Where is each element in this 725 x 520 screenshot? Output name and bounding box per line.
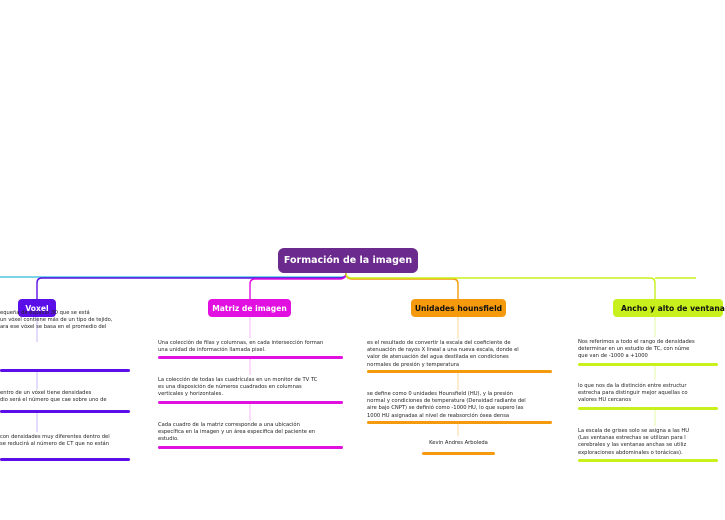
subtopic-matriz-1[interactable] — [158, 340, 343, 359]
topic-matriz-label: Matriz de imagen — [212, 303, 287, 313]
topic-matriz-de-imagen[interactable] — [208, 299, 291, 317]
subtopic-underline — [367, 370, 552, 373]
subtopic-underline — [0, 369, 130, 372]
subtopic-voxel-1[interactable] — [0, 310, 130, 372]
subtopic-ancho-1[interactable] — [578, 339, 718, 366]
subtopic-text: La colección de todas las cuadrículas en un monitor de TV TC es una disposición de números cuadrados en columnas verticales y horizontales. — [158, 377, 318, 398]
subtopic-ancho-2[interactable] — [578, 383, 718, 410]
subtopic-text: Una colección de filas y columnas, en cada intersección forman una unidad de información llamada pixel. — [158, 340, 324, 354]
connector-ancho — [346, 273, 655, 299]
subtopic-text: La escala de grises solo se asigna a las HU (Las ventanas estrechas se utilizan para l cerebrales y las ventanas anchas se utiliz exploraciones abdominales o torácicas). — [578, 428, 690, 456]
subtopic-text: Cada cuadro de la matriz corresponde a una ubicación específica en la imagen y un área especifica del paciente en estudio. — [158, 422, 316, 443]
subtopic-underline — [158, 446, 343, 449]
subtopic-matriz-3[interactable] — [158, 422, 343, 449]
subtopic-text: es el resultado de convertir la escala del coeficiente de atenuación de rayos X lineal a una nueva escala, donde el valor de atenuación del agua destilada en condiciones normales de presión y temperatura — [367, 340, 519, 368]
subtopic-underline — [422, 452, 495, 455]
subtopic-underline — [158, 401, 343, 404]
topic-ancho-y-alto-de-ventana[interactable] — [613, 299, 723, 317]
subtopic-underline — [578, 407, 718, 410]
subtopic-hounsfield-1[interactable] — [367, 340, 552, 373]
subtopic-underline — [0, 410, 130, 413]
subtopic-matriz-2[interactable] — [158, 377, 343, 404]
topic-voxel-label: Voxel — [25, 303, 49, 313]
author-name: Kevin Andres Arboleda — [429, 440, 488, 446]
central-topic-label: Formación de la imagen — [283, 255, 413, 266]
subtopic-text: entro de un vóxel tiene densidades dio será el número que cae sobre uno de — [0, 390, 107, 404]
subtopic-hounsfield-author[interactable] — [422, 440, 495, 455]
subtopic-underline — [0, 458, 130, 461]
central-topic[interactable] — [278, 248, 418, 273]
subtopic-voxel-2[interactable] — [0, 390, 130, 413]
topic-unidades-hounsfield[interactable] — [411, 299, 506, 317]
subtopic-text: Nos referimos a todo el rango de densidades determinar en un estudio de TC, con núme que van de -1000 a +1000 — [578, 339, 695, 360]
connector-hounsfield — [346, 273, 458, 299]
subtopic-ancho-3[interactable] — [578, 428, 718, 462]
subtopic-underline — [578, 363, 718, 366]
subtopic-voxel-3[interactable] — [0, 434, 130, 461]
subtopic-text: equeña de espacio 3D que se está un vóxel contiene más de un tipo de tejido, ara ese vóxel se basa en el promedio del — [0, 310, 113, 331]
subtopic-text: lo que nos da la distinción entre estructur estrecha para distinguir mejor aquellas co valores HU cercanos — [578, 383, 688, 404]
topic-ancho-label: Ancho y alto de ventana — [621, 303, 725, 313]
subtopic-text: con densidades muy diferentes dentro del se reducirá al número de CT que no están — [0, 434, 110, 448]
subtopic-underline — [158, 356, 343, 359]
topic-hounsfield-label: Unidades hounsfield — [414, 303, 503, 313]
subtopic-underline — [578, 459, 718, 462]
subtopic-hounsfield-2[interactable] — [367, 391, 552, 424]
subtopic-underline — [367, 421, 552, 424]
subtopic-text: se define como 0 unidades Hounsfield (HU), y la presión normal y condiciones de temperatura (Densidad radiante del aire bajo CNPT) se definió como -1000 HU, lo que supero las 1000 HU asignadas al nivel de reabsorción ósea densa — [367, 391, 526, 419]
